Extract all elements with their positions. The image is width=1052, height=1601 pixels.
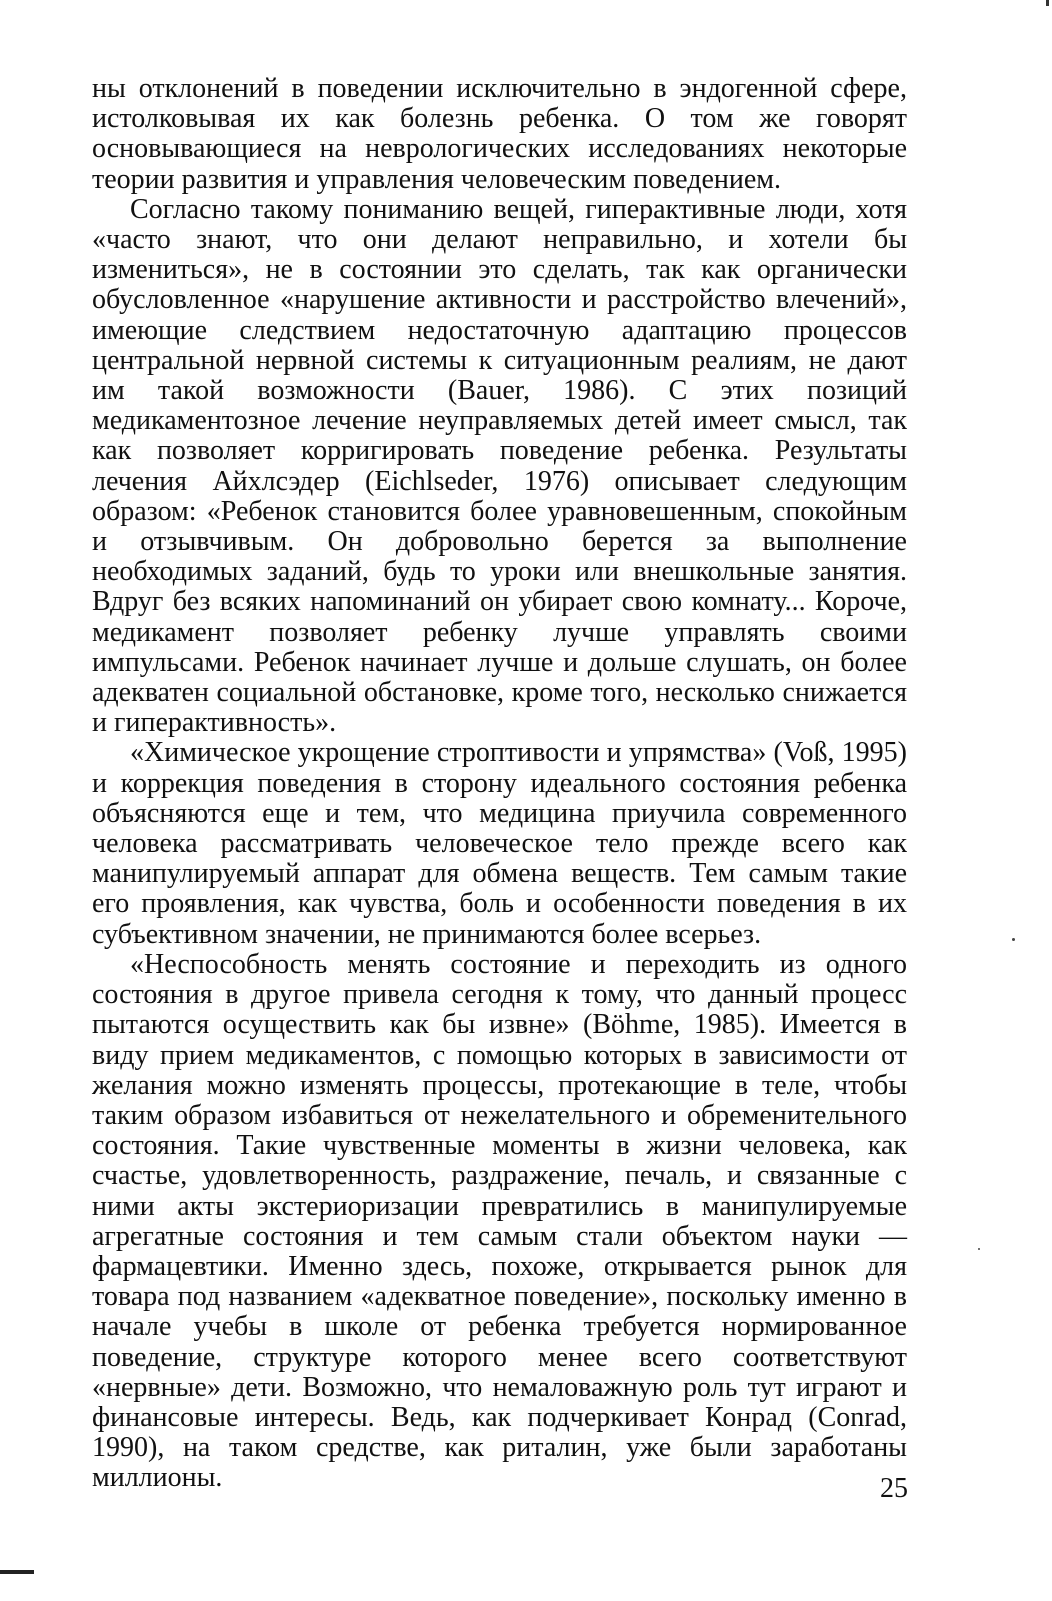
- scan-speck: [1012, 938, 1015, 941]
- scan-mark-bottom: [0, 1570, 34, 1574]
- scan-mark-top: [1046, 0, 1049, 6]
- paragraph-2: Согласно такому пониманию вещей, гиперактивные люди, хотя «часто знают, что они делают неправильно, и хотели бы измениться», не в состоянии это сделать, так как органически обусловленное «нарушение активности и расстройство влечений», имеющие следствием недостаточную адаптацию процессов центральной нервной системы к ситуационным реалиям, не дают им такой возможности (Bauer, 1986). С этих позиций медикаментозное лечение неуправляемых детей имеет смысл, так как позволяет корригировать поведение ребенка. Результаты лечения Айхлсэдер (Eichlseder, 1976) описывает следующим образом: «Ребенок становится более уравновешенным, спокойным и отзывчивым. Он добровольно берется за выполнение необходимых заданий, будь то уроки или внешкольные занятия. Вдруг без всяких напоминаний он убирает свою комнату... Короче, медикамент позволяет ребенку лучше управлять своими импульсами. Ребенок начинает лучше и дольше слушать, он более адекватен социальной обстановке, кроме того, несколько снижается и гиперактивность».: [92, 193, 907, 739]
- page-number: 25: [880, 1473, 908, 1504]
- paragraph-3: «Химическое укрощение строптивости и упрямства» (Voß, 1995) и коррекция поведения в сторону идеального состояния ребенка объясняются еще и тем, что медицина приучила современного человека рассматривать человеческое тело прежде всего как манипулируемый аппарат для обмена веществ. Тем самым такие его проявления, как чувства, боль и особенности поведения в их субъективном значении, не принимаются более всерьез.: [92, 737, 907, 950]
- paragraph-4: «Неспособность менять состояние и переходить из одного состояния в другое привела сегодня к тому, что данный процесс пытаются осуществить как бы извне» (Böhme, 1985). Имеется в виду прием медикаментов, с помощью которых в зависимости от желания можно изменять процессы, протекающие в теле, чтобы таким образом избавиться от нежелательного и обременительного состояния. Такие чувственные моменты в жизни человека, как счастье, удовлетворенность, раздражение, печаль, и связанные с ними акты экстериоризации превратились в манипулируемые агрегатные состояния и тем самым стали объектом науки — фармацевтики. Именно здесь, похоже, открывается рынок для товара под названием «адекватное поведение», поскольку именно в начале учебы в школе от ребенка требуется нормированное поведение, структуре которого менее всего соответствуют «нервные» дети. Возможно, что немаловажную роль тут играют и финансовые интересы. Ведь, как подчеркивает Конрад (Conrad, 1990), на таком средстве, как риталин, уже были заработаны миллионы.: [92, 948, 907, 1494]
- body-text: [92, 74, 907, 1494]
- paragraph-1: ны отклонений в поведении исключительно в эндогенной сфере, истолковывая их как болезнь ребенка. О том же говорят основывающиеся на неврологических исследованиях некоторые теории развития и управления человеческим поведением.: [92, 73, 907, 195]
- scan-speck: [978, 1248, 980, 1250]
